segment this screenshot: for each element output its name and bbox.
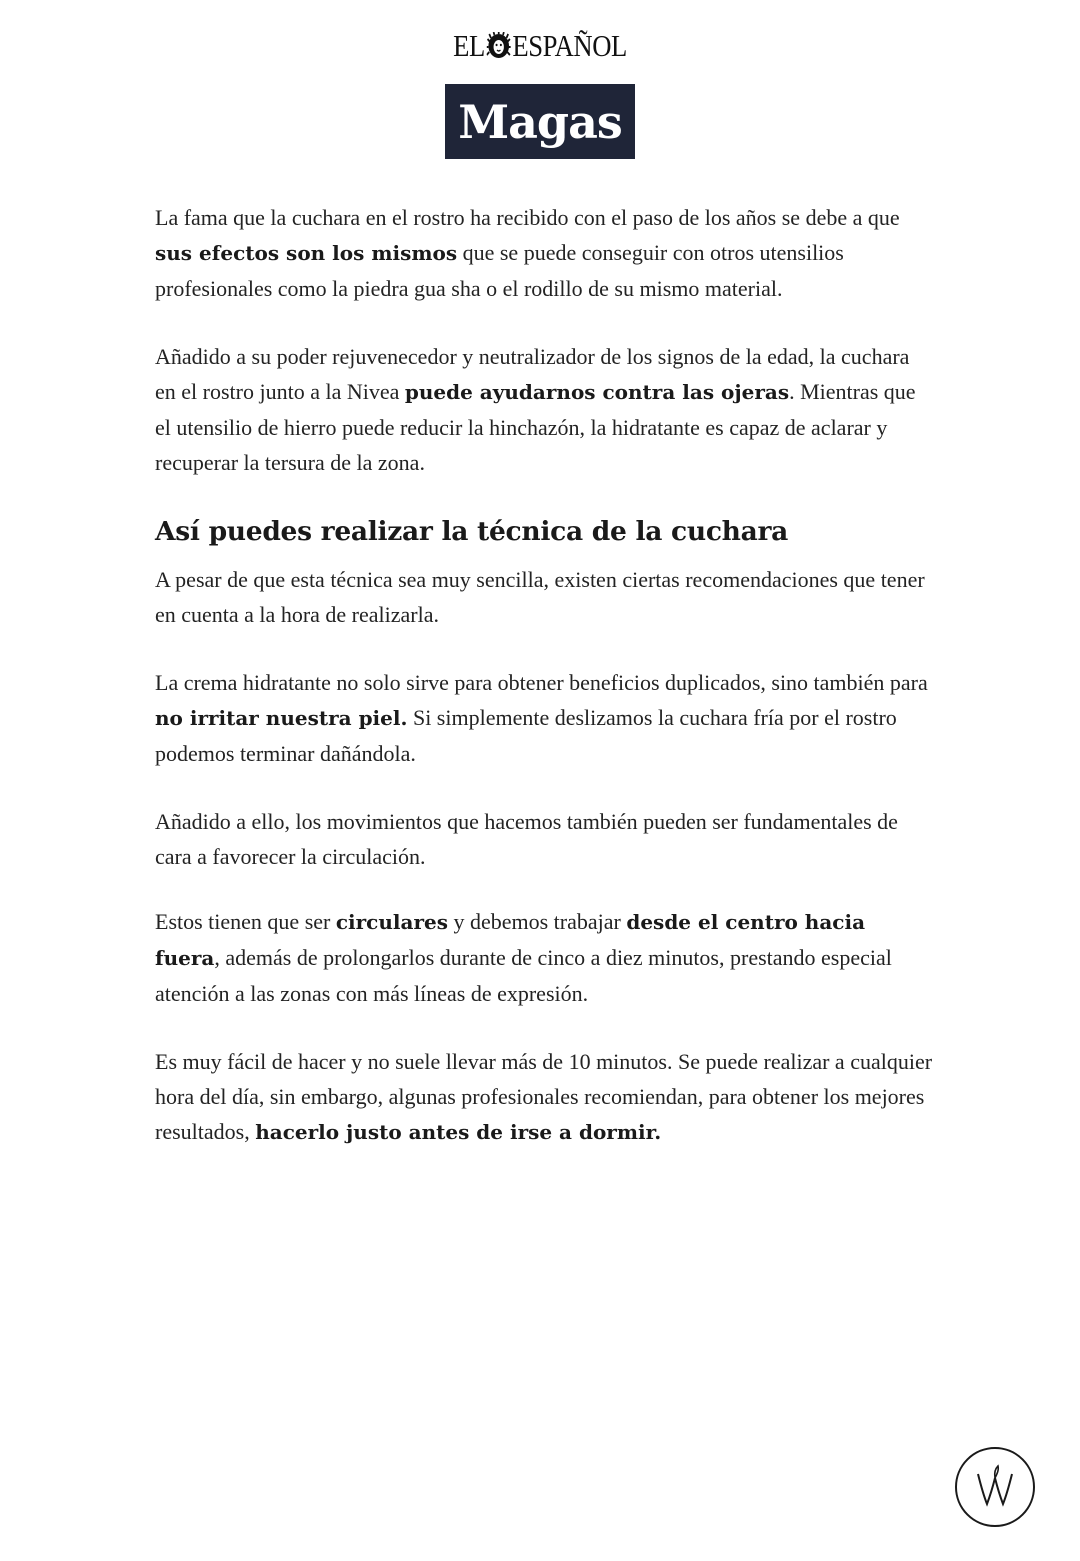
brand-name-left: EL — [453, 28, 485, 63]
brand-logo[interactable] — [453, 26, 627, 66]
paragraph-6 — [155, 904, 935, 1011]
section-label-text: Magas — [458, 94, 622, 149]
paragraph-2-text-c: . Mientras que el utensilio de hierro puede reducir la hinchazón, la hidratante es capaz de aclarar y recuperar la tersura de la zona. — [155, 379, 916, 475]
paragraph-6-text-e: , además de prolongarlos durante de cinco a diez minutos, prestando especial atención a las zonas con más líneas de expresión. — [155, 945, 892, 1006]
paragraph-6-bold-1: circulares — [335, 910, 448, 934]
section-label[interactable] — [445, 84, 635, 159]
paragraph-4 — [155, 665, 935, 771]
w-monogram-icon[interactable] — [955, 1447, 1035, 1527]
paragraph-2-text-a: Añadido a su poder rejuvenecedor y neutralizador de los signos de la edad, la cuchara en el rostro junto a la Nivea — [155, 344, 910, 404]
paragraph-1-text-c: que se puede conseguir con otros utensilios profesionales como la piedra gua sha o el rodillo de su mismo material. — [155, 240, 844, 301]
paragraph-2-bold: puede ayudarnos contra las ojeras — [404, 380, 790, 404]
paragraph-1 — [155, 200, 935, 306]
paragraph-6-text-a: Estos tienen que ser — [155, 909, 336, 934]
paragraph-4-text-c: Si simplemente deslizamos la cuchara fría por el rostro podemos terminar dañándola. — [155, 705, 897, 766]
section-heading: Así puedes realizar la técnica de la cuchara — [155, 516, 789, 547]
paragraph-6-text-c: y debemos trabajar — [447, 909, 627, 934]
paragraph-7 — [155, 1044, 935, 1150]
brand-name-right: ESPAÑOL — [512, 28, 627, 63]
paragraph-7-text-a: Es muy fácil de hacer y no suele llevar más de 10 minutos. Se puede realizar a cualquier hora del día, sin embargo, algunas profesionales recomiendan, para obtener los mejores resultados, — [155, 1049, 933, 1144]
lion-head-icon — [487, 32, 511, 60]
paragraph-4-text-a: La crema hidratante no solo sirve para obtener beneficios duplicados, sino también para — [155, 670, 928, 695]
article-body — [155, 200, 935, 1150]
paragraph-4-bold: no irritar nuestra piel. — [155, 706, 408, 730]
paragraph-2 — [155, 339, 935, 480]
paragraph-1-text-a: La fama que la cuchara en el rostro ha recibido con el paso de los años se debe a que — [155, 205, 900, 230]
paragraph-5: Añadido a ello, los movimientos que hacemos también pueden ser fundamentales de cara a favorecer la circulación. — [155, 809, 898, 869]
paragraph-3: A pesar de que esta técnica sea muy sencilla, existen ciertas recomendaciones que tener en cuenta a la hora de realizarla. — [155, 567, 925, 627]
paragraph-7-bold: hacerlo justo antes de irse a dormir. — [255, 1120, 662, 1144]
paragraph-1-bold: sus efectos son los mismos — [155, 241, 458, 265]
masthead — [0, 26, 1080, 66]
paragraph-6-bold-2: desde el centro hacia fuera — [155, 910, 866, 970]
